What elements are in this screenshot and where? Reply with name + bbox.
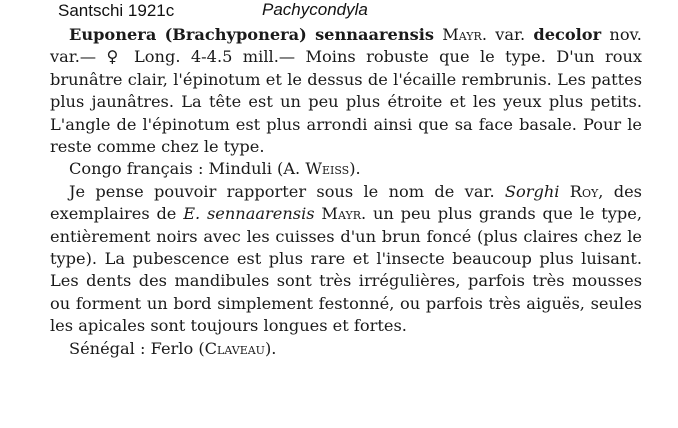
document-body (50, 24, 642, 360)
locality-text-2: Sénégal : Ferlo ( (69, 338, 205, 358)
header-author-year: Santschi 1921c (58, 1, 175, 20)
var-sorghi-name: Sorghi (504, 181, 560, 201)
paragraph-text-part1: Je pense pouvoir rapporter sous le nom de var. (69, 181, 505, 201)
locality-line-2 (50, 338, 642, 360)
description-text: Moins robuste que le type. D'un roux brunâtre clair, l'épinotum et le dessus de l'écaille rembrunis. Les pattes plus jaunâtres. La tête est un peu plus étroite et les yeux plus petits. L'angle de l'épinotum est plus arrondi ainsi que sa face basale. Pour le reste comme chez le type. (50, 47, 642, 157)
locality-end: ). (349, 159, 361, 179)
locality-line (50, 158, 642, 180)
species-abbrev: E. sennaarensis (183, 204, 315, 224)
taxon-subgenus: (Brachyponera) (164, 25, 307, 44)
locality-text: Congo français : Minduli (A. (69, 159, 306, 179)
paragraph-text-part3: un peu plus grands que le type, entièrement noirs avec les cuisses d'un brun foncé (plus claires chez le type). La pubescence est plus rare et l'insecte beaucoup plus luisant. Les dents des mandibules sont très irrégulières, parfois très mousses ou forment un bord simplement festonné, ou parfois très aiguës, seules les apicales sont toujours longues et fortes. (50, 204, 643, 336)
var-name: decolor (533, 25, 602, 44)
taxon-genus: Euponera (69, 25, 157, 44)
var-word: var. (495, 25, 526, 44)
species-author: Mayr. (442, 25, 487, 44)
taxon-species: sennaarensis (315, 25, 434, 44)
species-author-2: Mayr. (321, 204, 367, 224)
female-sign: ♀ (106, 47, 124, 67)
var-sorghi-author: Roy (569, 181, 599, 201)
var-sorghi-paragraph (50, 181, 642, 338)
collector-name: Weiss (305, 159, 350, 179)
collector-name-2: Claveau (204, 338, 265, 358)
locality-end-2: ). (264, 338, 277, 358)
header-genus: Pachycondyla (262, 0, 368, 19)
paragraph-text-part2: , des exemplaires de (50, 181, 642, 224)
taxon-description-paragraph (50, 24, 642, 158)
taxon-status: nov. var.— (50, 25, 642, 67)
measure: Long. 4-4.5 mill.— (134, 47, 296, 67)
